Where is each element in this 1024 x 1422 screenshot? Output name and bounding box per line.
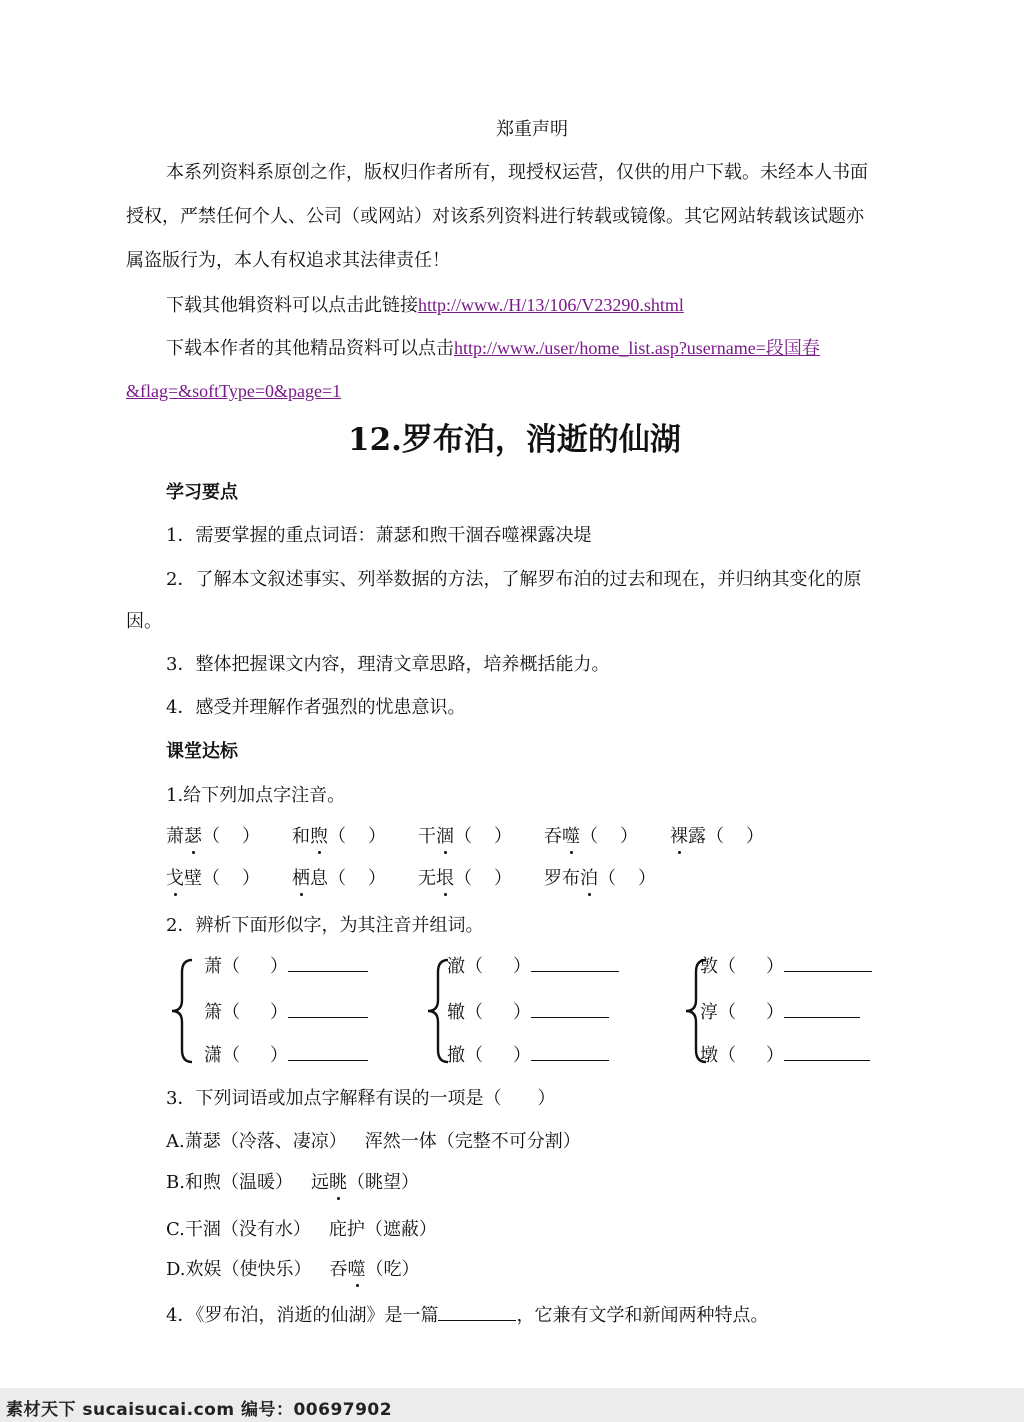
option-char: 浑	[364, 1131, 383, 1152]
option-word-2	[311, 1172, 347, 1193]
paren-open: （	[222, 1002, 240, 1023]
option-char: 远	[310, 1172, 329, 1193]
option-char: 庇	[328, 1219, 347, 1240]
similar-char: 萧	[204, 956, 222, 977]
study-point-2a: 2．了解本文叙述事实、列举数据的方法，了解罗布泊的过去和现在，并归纳其变化的原	[166, 569, 862, 590]
paren-open: （	[202, 826, 220, 847]
word-char: 裸	[670, 826, 688, 847]
pinyin-item	[292, 868, 386, 890]
similar-char: 墩	[700, 1045, 718, 1066]
question-4	[166, 1305, 768, 1327]
download-link-1[interactable]: http://www./H/13/106/V23290.shtml	[418, 295, 684, 315]
study-point-1: 1．需要掌握的重点词语：萧瑟和煦干涸吞噬裸露决堤	[166, 525, 592, 546]
option-label: B.	[166, 1172, 185, 1193]
question-4-part-b: ，它兼有文学和新闻两种特点。	[516, 1305, 769, 1326]
word-char: 栖	[292, 868, 310, 889]
similar-char-row	[204, 1045, 368, 1067]
option-word-2	[365, 1131, 437, 1152]
paren-open: （	[598, 868, 616, 889]
word-char: 萧	[166, 826, 184, 847]
pinyin-item	[544, 826, 638, 848]
word-blank[interactable]	[531, 1017, 609, 1018]
paren-open: （	[222, 956, 240, 977]
word-char: 罗布	[544, 868, 580, 889]
word-char: 干	[418, 826, 436, 847]
paren-open: （	[465, 1002, 483, 1023]
watermark-footer	[0, 1388, 1024, 1422]
paren-close: ）	[270, 956, 288, 977]
paren-open: （	[222, 1045, 240, 1066]
article-title: 12.罗布泊，消逝的仙湖	[348, 422, 681, 458]
paren-close: ）	[242, 826, 260, 847]
option-explain-2: （眺望）	[346, 1172, 419, 1193]
similar-char-row	[700, 1002, 860, 1024]
option-char: 一	[400, 1131, 419, 1152]
pinyin-item	[166, 868, 260, 890]
option-c[interactable]	[166, 1219, 437, 1241]
paren-open: （	[465, 1045, 483, 1066]
paren-close: ）	[368, 868, 386, 889]
similar-char: 澈	[447, 956, 465, 977]
paren-close: ）	[746, 826, 764, 847]
option-word-1: 萧瑟	[184, 1131, 221, 1152]
study-point-4: 4．感受并理解作者强烈的忧患意识。	[166, 697, 466, 718]
similar-char-row	[447, 1045, 609, 1067]
word-char: 瑟	[184, 826, 202, 847]
similar-char: 撤	[447, 1045, 465, 1066]
download-prefix-2: 下载本作者的其他精品资料可以点击	[166, 338, 454, 359]
paren-open: （	[718, 1045, 736, 1066]
option-word-2	[329, 1219, 365, 1240]
notice-line-1: 本系列资料系原创之作，版权归作者所有，现授权运营，仅供的用户下载。未经本人书面	[166, 162, 868, 183]
option-word-1: 欢娱	[185, 1259, 222, 1280]
option-char: 然	[382, 1131, 401, 1152]
similar-char-row	[204, 956, 368, 978]
paren-open: （	[706, 826, 724, 847]
word-char: 垠	[436, 868, 454, 889]
word-blank[interactable]	[531, 1060, 609, 1061]
pinyin-item	[670, 826, 764, 848]
word-blank[interactable]	[784, 971, 872, 972]
similar-char: 敦	[700, 956, 718, 977]
question-3: 3．下列词语或加点字解释有误的一项是（ ）	[166, 1088, 556, 1109]
word-char: 煦	[310, 826, 328, 847]
study-point-2b: 因。	[126, 611, 162, 632]
similar-char-row	[700, 1045, 870, 1067]
paren-close: ）	[494, 868, 512, 889]
paren-open: （	[454, 826, 472, 847]
word-char: 无	[418, 868, 436, 889]
word-char: 戈	[166, 868, 184, 889]
option-word-2	[330, 1259, 366, 1280]
similar-char: 潇	[204, 1045, 222, 1066]
word-char: 噬	[562, 826, 580, 847]
paren-open: （	[202, 868, 220, 889]
similar-char-row	[447, 956, 619, 978]
notice-line-2: 授权，严禁任何个人、公司（或网站）对该系列资料进行转载或镜像。其它网站转载该试题亦	[126, 206, 864, 227]
word-blank[interactable]	[288, 971, 368, 972]
word-char: 和	[292, 826, 310, 847]
pinyin-item	[544, 868, 656, 890]
pinyin-item	[418, 868, 512, 890]
word-char: 息	[310, 868, 328, 889]
option-explain-2: （遮蔽）	[364, 1219, 437, 1240]
word-char: 壁	[184, 868, 202, 889]
option-char: 眺	[328, 1172, 347, 1193]
option-char: 体	[418, 1131, 437, 1152]
option-char: 护	[346, 1219, 365, 1240]
paren-close: ）	[270, 1045, 288, 1066]
paren-close: ）	[494, 826, 512, 847]
option-explain-2: （完整不可分割）	[436, 1131, 581, 1152]
pinyin-item	[166, 826, 260, 848]
option-label: D.	[166, 1259, 186, 1280]
word-blank[interactable]	[288, 1060, 368, 1061]
study-point-3: 3．整体把握课文内容，理清文章思路，培养概括能力。	[166, 654, 610, 675]
option-word-1: 和煦	[184, 1172, 221, 1193]
option-a[interactable]	[166, 1131, 581, 1153]
download-prefix-1: 下载其他辑资料可以点击此链接	[166, 295, 418, 316]
option-char: 吞	[329, 1259, 348, 1280]
paren-close: ）	[270, 1002, 288, 1023]
option-label: C.	[166, 1219, 185, 1240]
question-2: 2．辨析下面形似字，为其注音并组词。	[166, 915, 484, 936]
similar-char-row	[204, 1002, 368, 1024]
study-points-heading: 学习要点	[166, 482, 238, 503]
option-explain-1: （冷落、凄凉）	[220, 1131, 347, 1152]
option-explain-1: （没有水）	[220, 1219, 311, 1240]
notice-line-3: 属盗版行为，本人有权追求其法律责任！	[126, 250, 450, 271]
question-4-part-a: 4．《罗布泊，消逝的仙湖》是一篇	[166, 1305, 439, 1326]
notice-title: 郑重声明	[496, 119, 568, 140]
paren-close: ）	[513, 1045, 531, 1066]
similar-char: 淳	[700, 1002, 718, 1023]
paren-close: ）	[242, 868, 260, 889]
option-word-1: 干涸	[184, 1219, 221, 1240]
paren-open: （	[328, 868, 346, 889]
paren-open: （	[580, 826, 598, 847]
paren-open: （	[718, 1002, 736, 1023]
paren-open: （	[454, 868, 472, 889]
word-char: 涸	[436, 826, 454, 847]
brace-icon	[168, 956, 196, 1066]
paren-open: （	[718, 956, 736, 977]
answer-blank[interactable]	[438, 1320, 516, 1321]
word-blank[interactable]	[531, 971, 619, 972]
paren-close: ）	[620, 826, 638, 847]
paren-open: （	[328, 826, 346, 847]
paren-close: ）	[766, 1045, 784, 1066]
word-char: 吞	[544, 826, 562, 847]
option-d[interactable]	[166, 1259, 420, 1281]
similar-char-row	[700, 956, 872, 978]
similar-char: 箫	[204, 1002, 222, 1023]
similar-char-row	[447, 1002, 609, 1024]
option-explain-1: （温暖）	[220, 1172, 293, 1193]
paren-open: （	[465, 956, 483, 977]
watermark-text: 素材天下 sucaisucai.com 编号：00697902	[6, 1400, 393, 1420]
pinyin-item	[292, 826, 386, 848]
question-1: 1.给下列加点字注音。	[166, 785, 346, 806]
word-char: 泊	[580, 868, 598, 889]
option-char: 噬	[347, 1259, 366, 1280]
download-line-1	[166, 294, 684, 317]
class-practice-heading: 课堂达标	[166, 741, 238, 762]
paren-close: ）	[513, 956, 531, 977]
download-link-2a[interactable]: http://www./user/home_list.asp?username=段国春	[454, 338, 820, 358]
pinyin-item	[418, 826, 512, 848]
paren-close: ）	[513, 1002, 531, 1023]
download-line-2	[166, 337, 820, 360]
download-link-2b[interactable]: &flag=&softType=0&page=1	[126, 381, 342, 401]
similar-char: 辙	[447, 1002, 465, 1023]
word-blank[interactable]	[784, 1060, 870, 1061]
option-explain-1: （使快乐）	[221, 1259, 312, 1280]
option-b[interactable]	[166, 1172, 419, 1194]
word-char: 露	[688, 826, 706, 847]
option-explain-2: （吃）	[365, 1259, 420, 1280]
word-blank[interactable]	[784, 1017, 860, 1018]
option-label: A.	[166, 1131, 185, 1152]
paren-close: ）	[766, 956, 784, 977]
paren-close: ）	[638, 868, 656, 889]
paren-close: ）	[766, 1002, 784, 1023]
paren-close: ）	[368, 826, 386, 847]
word-blank[interactable]	[288, 1017, 368, 1018]
